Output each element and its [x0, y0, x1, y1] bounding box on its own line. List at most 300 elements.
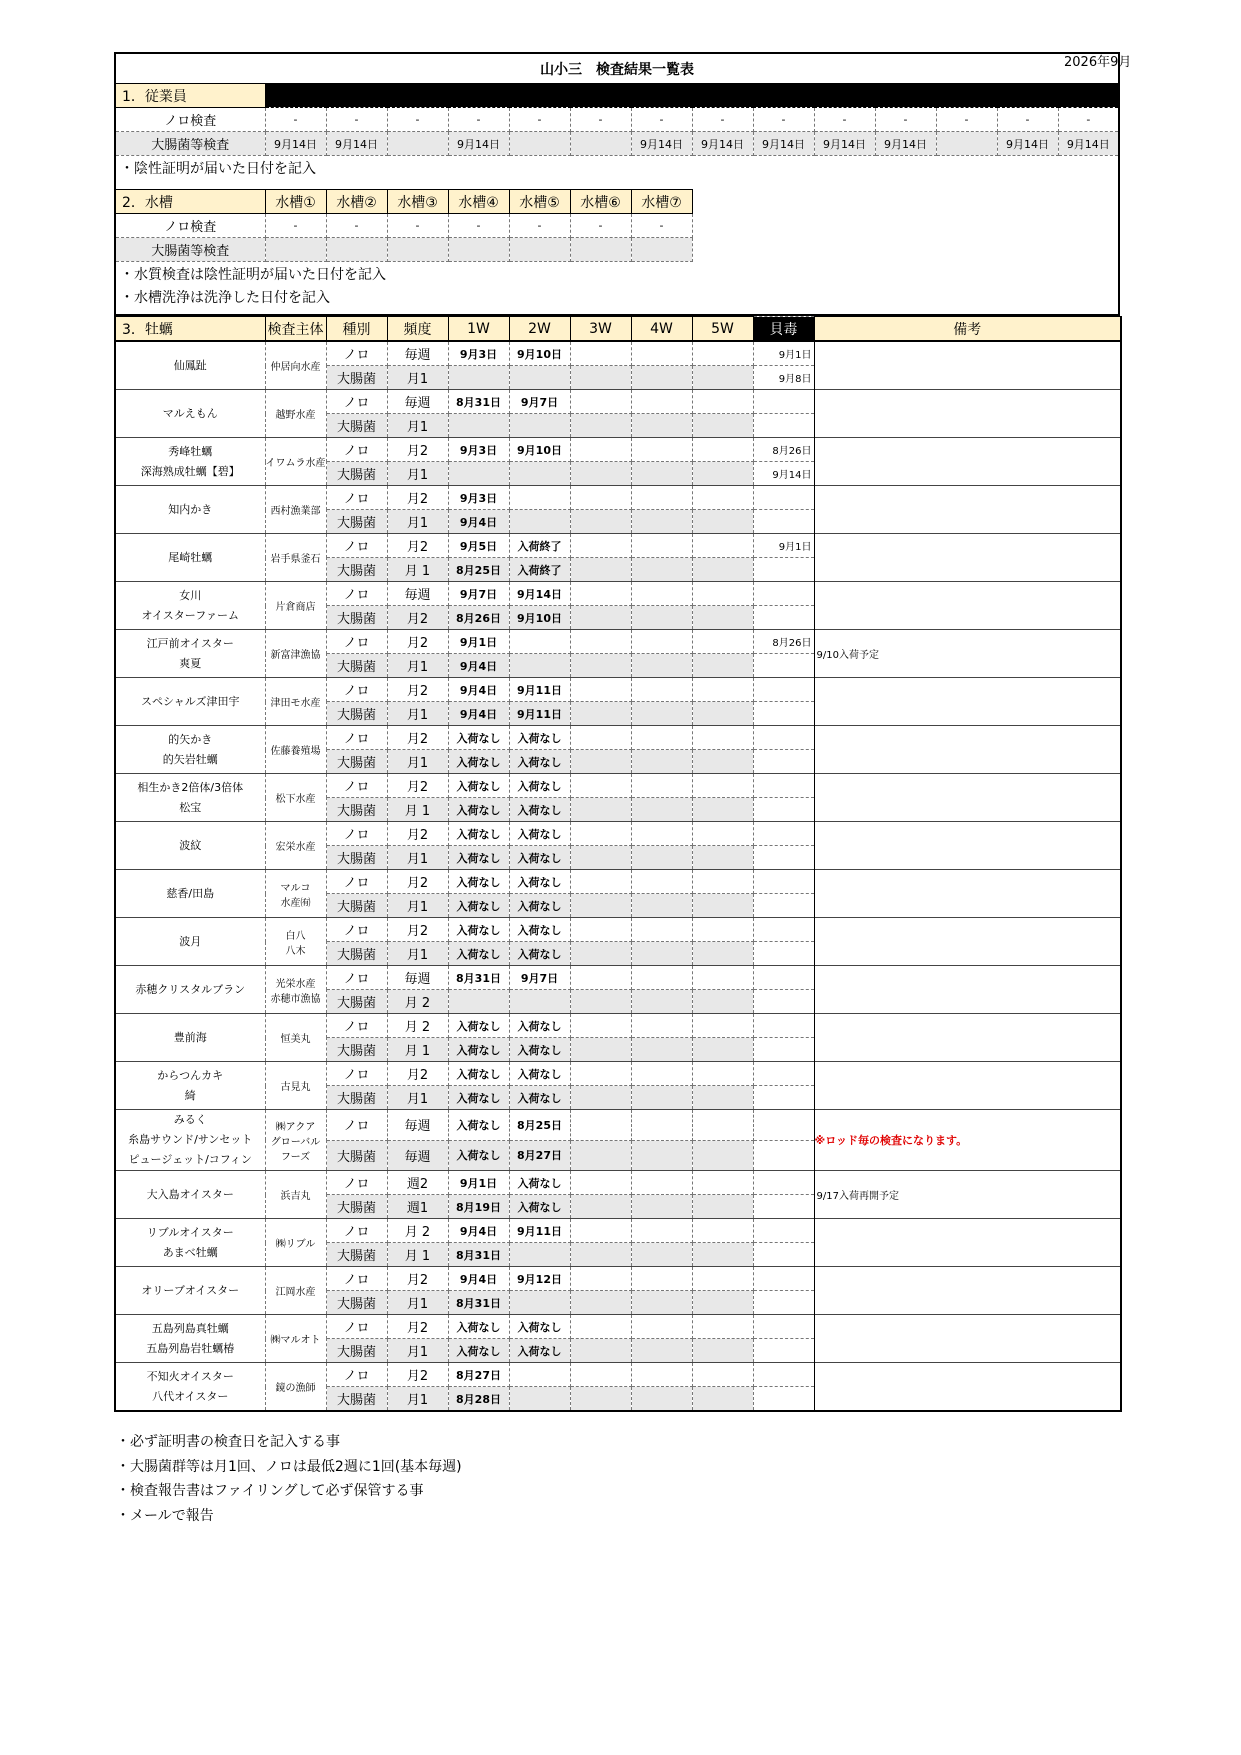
oyster-week-cell: 入荷なし [448, 870, 509, 894]
oyster-type-noro: ノロ [326, 726, 387, 750]
employees-note: ・陰性証明が届いた日付を記入 [120, 160, 316, 177]
oyster-freq-ecoli: 月 1 [387, 798, 448, 822]
oyster-week-cell [692, 1291, 753, 1315]
oyster-freq-ecoli: 月2 [387, 606, 448, 630]
oyster-kaidoku-cell [753, 1171, 814, 1195]
oyster-week-cell [692, 1387, 753, 1412]
oyster-kaidoku-cell [753, 822, 814, 846]
oyster-week-cell [570, 654, 631, 678]
oyster-week-cell [448, 366, 509, 390]
oyster-week-cell: 9月1日 [448, 630, 509, 654]
oyster-week-cell [631, 1110, 692, 1141]
oyster-week-cell: 入荷なし [509, 1339, 570, 1363]
oyster-kaidoku-cell [753, 726, 814, 750]
oyster-week-cell [631, 1086, 692, 1110]
oyster-week-cell [692, 1014, 753, 1038]
oyster-kaidoku-cell [753, 678, 814, 702]
oyster-row [115, 1062, 1121, 1086]
page-title: 山小三 検査結果一覧表 [115, 53, 1119, 84]
oyster-name: リブルオイスター あまべ牡蠣 [115, 1219, 265, 1267]
upper-table [114, 52, 1120, 316]
oyster-kaidoku-cell [753, 582, 814, 606]
oyster-week-cell [631, 990, 692, 1014]
oyster-week-cell: 入荷なし [448, 750, 509, 774]
oyster-week-cell [570, 1267, 631, 1291]
oyster-week-cell [509, 1363, 570, 1387]
oyster-type-noro: ノロ [326, 1219, 387, 1243]
oyster-week-cell [631, 462, 692, 486]
oyster-freq-noro: 週2 [387, 1171, 448, 1195]
oyster-type-ecoli: 大腸菌 [326, 798, 387, 822]
oyster-week-cell: 8月31日 [448, 1243, 509, 1267]
oyster-week-cell: 8月27日 [448, 1363, 509, 1387]
oyster-week-cell [631, 1315, 692, 1339]
employees-noro-label: ノロ検査 [115, 108, 265, 132]
employee-noro-cell: - [997, 108, 1058, 132]
oyster-type-ecoli: 大腸菌 [326, 1387, 387, 1412]
oyster-week-cell [692, 942, 753, 966]
oyster-org: イワムラ水産 [265, 438, 326, 486]
tanks-blank [692, 214, 1119, 238]
oyster-kaidoku-cell [753, 606, 814, 630]
employee-noro-cell: - [814, 108, 875, 132]
oyster-name: 的矢かき 的矢岩牡蠣 [115, 726, 265, 774]
oyster-week-cell: 入荷なし [448, 894, 509, 918]
oyster-week-cell [631, 1267, 692, 1291]
oyster-week-cell: 8月19日 [448, 1195, 509, 1219]
oyster-freq-noro: 月2 [387, 678, 448, 702]
oyster-type-ecoli: 大腸菌 [326, 1291, 387, 1315]
oyster-week-cell [692, 462, 753, 486]
tank-ecoli-cell [326, 238, 387, 262]
oyster-week-cell [692, 918, 753, 942]
oyster-type-noro: ノロ [326, 774, 387, 798]
oyster-week-cell [570, 1387, 631, 1412]
oyster-org: 西村漁業部 [265, 486, 326, 534]
oyster-kaidoku-cell [753, 510, 814, 534]
oyster-week-cell [570, 846, 631, 870]
oyster-kaidoku-cell [753, 1086, 814, 1110]
oyster-freq-ecoli: 月1 [387, 510, 448, 534]
oyster-week-cell: 9月7日 [448, 582, 509, 606]
oyster-week-cell [692, 654, 753, 678]
oyster-week-cell [631, 918, 692, 942]
oyster-week-cell [692, 1110, 753, 1141]
oyster-name: 女川 オイスターファーム [115, 582, 265, 630]
oyster-week-cell: 9月4日 [448, 678, 509, 702]
oyster-week-cell: 9月1日 [448, 1171, 509, 1195]
oyster-week-cell [570, 726, 631, 750]
oyster-week-cell [570, 438, 631, 462]
oyster-type-noro: ノロ [326, 870, 387, 894]
oyster-freq-ecoli: 月1 [387, 1387, 448, 1412]
oyster-type-noro: ノロ [326, 582, 387, 606]
oyster-type-ecoli: 大腸菌 [326, 942, 387, 966]
oyster-type-noro: ノロ [326, 438, 387, 462]
oyster-kaidoku-cell [753, 390, 814, 414]
oyster-week-cell [631, 438, 692, 462]
oyster-week-cell: 入荷なし [509, 1086, 570, 1110]
oyster-week-cell: 入荷なし [448, 726, 509, 750]
oyster-table [114, 316, 1122, 1412]
oyster-kaidoku-cell [753, 1387, 814, 1412]
oyster-week-cell [692, 846, 753, 870]
tank-column-header: 水槽⑥ [570, 190, 631, 214]
oyster-week-cell [631, 1140, 692, 1171]
oyster-week-cell [631, 702, 692, 726]
tanks-note-2: ・水槽洗浄は洗浄した日付を記入 [120, 289, 330, 306]
oyster-row [115, 534, 1121, 558]
oyster-week-cell: 9月11日 [509, 1219, 570, 1243]
oyster-org: 白八 八木 [265, 918, 326, 966]
oyster-org: 鏡の漁師 [265, 1363, 326, 1412]
oyster-kaidoku-cell [753, 414, 814, 438]
oyster-week-cell [631, 774, 692, 798]
oyster-week-cell [692, 1171, 753, 1195]
oyster-week-cell: 入荷なし [509, 750, 570, 774]
tanks-blank [692, 190, 1119, 214]
oyster-week-cell [631, 942, 692, 966]
oyster-week-cell: 9月11日 [509, 702, 570, 726]
employee-noro-cell: - [1058, 108, 1119, 132]
tank-noro-cell: - [265, 214, 326, 238]
oyster-type-ecoli: 大腸菌 [326, 894, 387, 918]
oyster-week-cell [448, 414, 509, 438]
oyster-week-cell [692, 1038, 753, 1062]
oyster-remark [814, 918, 1121, 966]
oyster-week-cell [631, 390, 692, 414]
tank-column-header: 水槽④ [448, 190, 509, 214]
oyster-week-cell [570, 534, 631, 558]
oyster-week-cell [509, 510, 570, 534]
employee-noro-cell: - [326, 108, 387, 132]
oyster-week-cell [570, 462, 631, 486]
oyster-week-cell [631, 870, 692, 894]
oyster-remark [814, 1014, 1121, 1062]
oyster-row [115, 1110, 1121, 1141]
oyster-week-cell [692, 1339, 753, 1363]
oyster-week-cell: 入荷なし [448, 846, 509, 870]
oyster-week-cell [509, 630, 570, 654]
oyster-freq-ecoli: 毎週 [387, 1140, 448, 1171]
oyster-type-ecoli: 大腸菌 [326, 510, 387, 534]
oyster-kaidoku-cell [753, 1038, 814, 1062]
oyster-week-cell: 入荷なし [509, 1062, 570, 1086]
footer-note: ・検査報告書はファイリングして必ず保管する事 [116, 1483, 424, 1499]
oyster-week-cell: 入荷なし [509, 1171, 570, 1195]
oyster-week-cell [692, 1219, 753, 1243]
oyster-column-header: 2W [509, 317, 570, 342]
oyster-column-header: 4W [631, 317, 692, 342]
oyster-freq-ecoli: 月 1 [387, 1038, 448, 1062]
oyster-kaidoku-cell [753, 1363, 814, 1387]
oyster-week-cell: 8月26日 [448, 606, 509, 630]
oyster-week-cell [509, 462, 570, 486]
oyster-week-cell [692, 510, 753, 534]
oyster-kaidoku-cell: 8月26日 [753, 630, 814, 654]
oyster-freq-ecoli: 月 1 [387, 558, 448, 582]
oyster-type-noro: ノロ [326, 390, 387, 414]
oyster-freq-noro: 毎週 [387, 582, 448, 606]
employee-ecoli-cell [936, 132, 997, 156]
oyster-week-cell [570, 1014, 631, 1038]
oyster-week-cell [570, 630, 631, 654]
oyster-week-cell: 9月4日 [448, 510, 509, 534]
oyster-column-header: 種別 [326, 317, 387, 342]
oyster-week-cell [631, 846, 692, 870]
employee-ecoli-cell [570, 132, 631, 156]
oyster-name: 波紋 [115, 822, 265, 870]
oyster-type-ecoli: 大腸菌 [326, 366, 387, 390]
oyster-type-ecoli: 大腸菌 [326, 414, 387, 438]
oyster-row [115, 582, 1121, 606]
oyster-week-cell: 入荷なし [509, 1014, 570, 1038]
oyster-kaidoku-cell [753, 1291, 814, 1315]
oyster-week-cell: 9月10日 [509, 438, 570, 462]
oyster-name: からつんカキ 綺 [115, 1062, 265, 1110]
oyster-type-noro: ノロ [326, 341, 387, 366]
oyster-freq-ecoli: 月1 [387, 702, 448, 726]
employees-ecoli-label: 大腸菌等検査 [115, 132, 265, 156]
oyster-week-cell [631, 558, 692, 582]
oyster-type-ecoli: 大腸菌 [326, 1140, 387, 1171]
employee-ecoli-cell: 9月14日 [1058, 132, 1119, 156]
oyster-org: 新富津漁協 [265, 630, 326, 678]
oyster-type-ecoli: 大腸菌 [326, 1243, 387, 1267]
oyster-week-cell [631, 1219, 692, 1243]
oyster-org: ㈱マルオト [265, 1315, 326, 1363]
oyster-week-cell [570, 1086, 631, 1110]
oyster-kaidoku-cell [753, 1267, 814, 1291]
oyster-remark [814, 678, 1121, 726]
oyster-org: 仲居向水産 [265, 341, 326, 390]
oyster-kaidoku-cell [753, 1243, 814, 1267]
oyster-remark [814, 438, 1121, 486]
oyster-row [115, 1219, 1121, 1243]
oyster-freq-noro: 月2 [387, 1363, 448, 1387]
oyster-week-cell [631, 366, 692, 390]
oyster-name: 不知火オイスター 八代オイスター [115, 1363, 265, 1412]
tank-ecoli-cell [631, 238, 692, 262]
oyster-row [115, 390, 1121, 414]
oyster-kaidoku-cell [753, 1140, 814, 1171]
employee-noro-cell: - [631, 108, 692, 132]
employee-ecoli-cell: 9月14日 [265, 132, 326, 156]
oyster-freq-ecoli: 月1 [387, 366, 448, 390]
oyster-week-cell [570, 414, 631, 438]
oyster-name: 相生かき2倍体/3倍体 松宝 [115, 774, 265, 822]
employee-noro-cell: - [509, 108, 570, 132]
oyster-kaidoku-cell: 9月1日 [753, 534, 814, 558]
oyster-week-cell [631, 1291, 692, 1315]
oyster-week-cell [631, 534, 692, 558]
oyster-type-ecoli: 大腸菌 [326, 990, 387, 1014]
oyster-week-cell [631, 1171, 692, 1195]
oyster-remark [814, 582, 1121, 630]
oyster-week-cell [570, 942, 631, 966]
oyster-week-cell: 入荷なし [448, 1062, 509, 1086]
oyster-week-cell: 入荷なし [448, 774, 509, 798]
oyster-remark [814, 390, 1121, 438]
oyster-freq-noro: 月2 [387, 774, 448, 798]
oyster-org: 宏栄水産 [265, 822, 326, 870]
oyster-week-cell [692, 870, 753, 894]
oyster-type-noro: ノロ [326, 1315, 387, 1339]
oyster-week-cell [692, 390, 753, 414]
oyster-row [115, 486, 1121, 510]
employee-ecoli-cell: 9月14日 [997, 132, 1058, 156]
oyster-week-cell [692, 630, 753, 654]
oyster-type-noro: ノロ [326, 534, 387, 558]
oyster-name: 豊前海 [115, 1014, 265, 1062]
tank-noro-cell: - [326, 214, 387, 238]
oyster-kaidoku-cell [753, 1315, 814, 1339]
oyster-name: スペシャルズ津田宇 [115, 678, 265, 726]
oyster-week-cell [692, 1363, 753, 1387]
footer-note: ・大腸菌群等は月1回、ノロは最低2週に1回(基本毎週) [116, 1458, 462, 1475]
oyster-week-cell: 9月4日 [448, 702, 509, 726]
oyster-week-cell: 入荷なし [509, 1315, 570, 1339]
oyster-week-cell [631, 822, 692, 846]
oyster-week-cell [509, 990, 570, 1014]
oyster-freq-noro: 月2 [387, 870, 448, 894]
spacer [115, 179, 1119, 190]
tank-column-header: 水槽② [326, 190, 387, 214]
oyster-week-cell [570, 870, 631, 894]
oyster-org: 片倉商店 [265, 582, 326, 630]
oyster-kaidoku-cell [753, 558, 814, 582]
tank-ecoli-cell [387, 238, 448, 262]
oyster-type-noro: ノロ [326, 1171, 387, 1195]
oyster-org: 恒美丸 [265, 1014, 326, 1062]
oyster-week-cell: 入荷なし [509, 918, 570, 942]
employee-ecoli-cell: 9月14日 [326, 132, 387, 156]
oyster-kaidoku-cell [753, 486, 814, 510]
oyster-freq-ecoli: 月1 [387, 414, 448, 438]
oyster-week-cell [692, 438, 753, 462]
oyster-freq-ecoli: 週1 [387, 1195, 448, 1219]
oyster-week-cell: 入荷なし [448, 1038, 509, 1062]
oyster-week-cell [570, 1243, 631, 1267]
oyster-week-cell: 9月10日 [509, 606, 570, 630]
oyster-week-cell [631, 1243, 692, 1267]
oyster-week-cell [631, 798, 692, 822]
oyster-week-cell [570, 341, 631, 366]
oyster-freq-ecoli: 月1 [387, 462, 448, 486]
oyster-week-cell [509, 1291, 570, 1315]
oyster-week-cell: 入荷なし [448, 1014, 509, 1038]
oyster-row [115, 1171, 1121, 1195]
oyster-row [115, 918, 1121, 942]
oyster-kaidoku-cell [753, 702, 814, 726]
oyster-freq-ecoli: 月1 [387, 894, 448, 918]
oyster-week-cell: 入荷なし [509, 1038, 570, 1062]
oyster-row [115, 822, 1121, 846]
oyster-freq-noro: 月2 [387, 918, 448, 942]
oyster-week-cell [692, 366, 753, 390]
tanks-ecoli-label: 大腸菌等検査 [115, 238, 265, 262]
oyster-name: 赤穂クリスタルブラン [115, 966, 265, 1014]
oyster-week-cell [692, 750, 753, 774]
oyster-week-cell [692, 702, 753, 726]
oyster-name: 波月 [115, 918, 265, 966]
employee-ecoli-cell [387, 132, 448, 156]
oyster-week-cell: 8月25日 [509, 1110, 570, 1141]
oyster-freq-noro: 毎週 [387, 1110, 448, 1141]
oyster-freq-noro: 月2 [387, 1315, 448, 1339]
oyster-week-cell [570, 1291, 631, 1315]
oyster-freq-noro: 月 2 [387, 1014, 448, 1038]
oyster-name: 仙鳳趾 [115, 341, 265, 390]
oyster-week-cell: 8月27日 [509, 1140, 570, 1171]
oyster-week-cell [631, 678, 692, 702]
oyster-freq-noro: 毎週 [387, 341, 448, 366]
oyster-week-cell [570, 510, 631, 534]
oyster-week-cell [692, 798, 753, 822]
oyster-freq-noro: 月2 [387, 534, 448, 558]
oyster-week-cell: 入荷終了 [509, 534, 570, 558]
oyster-freq-noro: 月2 [387, 822, 448, 846]
oyster-week-cell [570, 750, 631, 774]
oyster-week-cell [692, 1315, 753, 1339]
oyster-type-ecoli: 大腸菌 [326, 1038, 387, 1062]
oyster-type-noro: ノロ [326, 630, 387, 654]
oyster-week-cell [570, 606, 631, 630]
oyster-type-ecoli: 大腸菌 [326, 606, 387, 630]
oyster-freq-ecoli: 月1 [387, 1086, 448, 1110]
oyster-week-cell: 入荷なし [509, 846, 570, 870]
tanks-note-1: ・水質検査は陰性証明が届いた日付を記入 [120, 266, 386, 283]
employee-noro-cell: - [875, 108, 936, 132]
oyster-row [115, 1363, 1121, 1387]
oyster-freq-noro: 月2 [387, 438, 448, 462]
oyster-kaidoku-cell [753, 966, 814, 990]
oyster-remark [814, 966, 1121, 1014]
oyster-week-cell: 入荷なし [448, 1315, 509, 1339]
oyster-week-cell [692, 341, 753, 366]
oyster-week-cell [448, 462, 509, 486]
oyster-week-cell [692, 1140, 753, 1171]
oyster-type-noro: ノロ [326, 1014, 387, 1038]
oyster-week-cell [631, 606, 692, 630]
oyster-row [115, 774, 1121, 798]
oyster-remark [814, 870, 1121, 918]
employee-ecoli-cell [509, 132, 570, 156]
oyster-type-ecoli: 大腸菌 [326, 1339, 387, 1363]
oyster-week-cell: 9月7日 [509, 966, 570, 990]
oyster-type-ecoli: 大腸菌 [326, 702, 387, 726]
oyster-kaidoku-cell: 9月8日 [753, 366, 814, 390]
oyster-freq-noro: 毎週 [387, 966, 448, 990]
oyster-freq-ecoli: 月 2 [387, 990, 448, 1014]
oyster-kaidoku-cell: 9月14日 [753, 462, 814, 486]
oyster-week-cell [692, 606, 753, 630]
oyster-row [115, 1014, 1121, 1038]
oyster-week-cell [570, 1219, 631, 1243]
oyster-week-cell: 入荷なし [509, 942, 570, 966]
oyster-week-cell [631, 750, 692, 774]
employee-ecoli-cell: 9月14日 [448, 132, 509, 156]
oyster-week-cell [692, 822, 753, 846]
year-label: 2026年9月 [1064, 55, 1132, 70]
oyster-type-ecoli: 大腸菌 [326, 1086, 387, 1110]
tank-noro-cell: - [448, 214, 509, 238]
oyster-week-cell: 入荷なし [448, 822, 509, 846]
oyster-week-cell [631, 1387, 692, 1412]
tank-noro-cell: - [387, 214, 448, 238]
oyster-week-cell [631, 894, 692, 918]
oyster-name: 尾崎牡蠣 [115, 534, 265, 582]
